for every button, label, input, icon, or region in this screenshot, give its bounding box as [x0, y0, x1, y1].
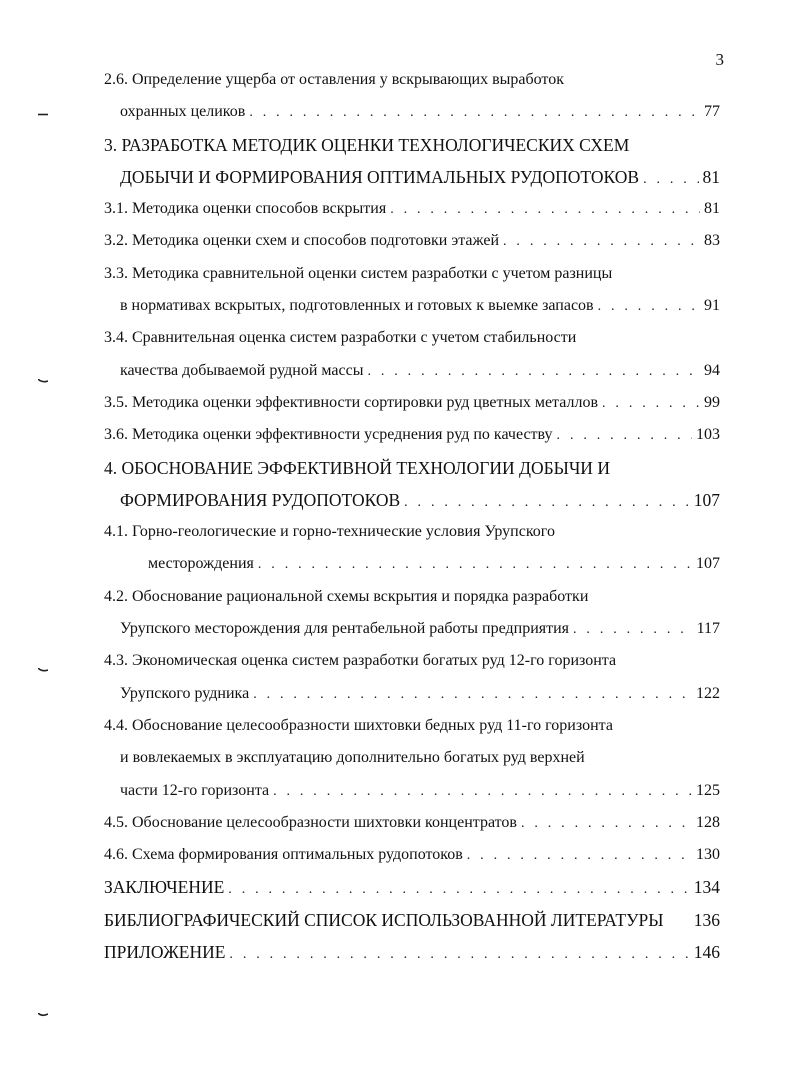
toc-entry-title-cont: ДОБЫЧИ И ФОРМИРОВАНИЯ ОПТИМАЛЬНЫХ РУДОПОТОКОВ — [120, 166, 640, 187]
toc-entry-4-4[interactable] — [104, 710, 720, 807]
toc-entry-title: 4.1. Горно-геологические и горно-технические условия Урупского — [104, 523, 555, 541]
dot-leader — [503, 226, 700, 257]
toc-entry-4-1[interactable] — [104, 516, 720, 581]
toc-entry-page: 125 — [696, 781, 720, 799]
dot-leader — [521, 808, 692, 839]
toc-entry-page: 122 — [696, 684, 720, 702]
dot-leader — [467, 840, 692, 871]
toc-entry-title-cont: ФОРМИРОВАНИЯ РУДОПОТОКОВ — [120, 489, 401, 510]
dot-leader — [367, 356, 700, 387]
toc-entry-title: 3.1. Методика оценки способов вскрытия — [104, 200, 387, 218]
toc-entry-conclusion[interactable] — [104, 871, 720, 903]
toc-entry-title: 3.4. Сравнительная оценка систем разработки с учетом стабильности — [104, 329, 577, 347]
dot-leader — [573, 614, 693, 645]
toc-entry-page: 103 — [696, 426, 720, 444]
toc-entry-title: 4.4. Обоснование целесообразности шихтовки бедных руд 11-го горизонта — [104, 716, 613, 734]
dot-leader — [273, 776, 692, 807]
toc-entry-page: 130 — [696, 846, 720, 864]
toc-entry-3-2[interactable] — [104, 225, 720, 257]
toc-entry-title: 2.6. Определение ущерба от оставления у вскрывающих выработок — [104, 71, 564, 88]
toc-entry-page: 134 — [693, 877, 720, 898]
toc-entry-title: ПРИЛОЖЕНИЕ — [104, 942, 226, 963]
toc-entry-page: 128 — [696, 813, 720, 831]
dot-leader — [598, 291, 700, 322]
dot-leader — [228, 874, 689, 903]
toc-entry-3-6[interactable] — [104, 419, 720, 451]
scan-mark — [38, 113, 48, 116]
toc-entry-page: 136 — [693, 909, 720, 930]
scan-mark — [38, 668, 48, 671]
toc-entry-page: 81 — [702, 166, 720, 187]
toc-entry-title-cont: Урупского месторождения для рентабельной работы предприятия — [120, 620, 570, 638]
dot-leader — [643, 164, 698, 193]
toc-entry-bibliography[interactable] — [104, 904, 720, 936]
dot-leader — [390, 194, 700, 225]
toc-entry-page: 83 — [704, 232, 720, 250]
toc-entry-title: БИБЛИОГРАФИЧЕСКИЙ СПИСОК ИСПОЛЬЗОВАННОЙ ЛИТЕРАТУРЫ — [104, 909, 664, 930]
toc-entry-title: ЗАКЛЮЧЕНИЕ — [104, 877, 225, 898]
toc-entry-appendix[interactable] — [104, 936, 720, 968]
toc-entry-3-4[interactable] — [104, 322, 720, 387]
toc-entry-title-cont: части 12-го горизонта — [120, 781, 270, 799]
toc-entry-page: 146 — [693, 942, 720, 963]
toc-entry-title: 4.2. Обоснование рациональной схемы вскрытия и порядка разработки — [104, 587, 589, 605]
toc-entry-page: 107 — [696, 555, 720, 573]
toc-entry-title: 3.2. Методика оценки схем и способов подготовки этажей — [104, 232, 500, 250]
toc-entry-title-cont: и вовлекаемых в эксплуатацию дополнительно богатых руд верхней — [120, 749, 585, 767]
toc-entry-page: 81 — [704, 200, 720, 218]
toc-entry-4[interactable] — [104, 452, 720, 517]
toc-entry-page: 99 — [704, 393, 720, 411]
toc-entry-title: 4.3. Экономическая оценка систем разработки богатых руд 12-го горизонта — [104, 652, 617, 670]
toc-entry-2-6[interactable] — [104, 64, 720, 129]
dot-leader — [602, 388, 700, 419]
toc-entry-title-cont: охранных целиков — [120, 103, 246, 121]
toc-entry-3-5[interactable] — [104, 387, 720, 419]
toc-entry-page: 107 — [693, 489, 720, 510]
toc-entry-4-3[interactable] — [104, 645, 720, 710]
toc-entry-3-1[interactable] — [104, 193, 720, 225]
toc-entry-title-cont: месторождения — [148, 555, 254, 573]
toc-entry-page: 94 — [704, 361, 720, 379]
scan-mark — [38, 1013, 48, 1016]
dot-leader — [229, 939, 689, 968]
toc-entry-page: 117 — [696, 620, 720, 638]
toc-entry-4-5[interactable] — [104, 807, 720, 839]
toc-entry-title-cont: Урупского рудника — [120, 684, 250, 702]
toc-entry-title: 3.6. Методика оценки эффективности усреднения руд по качеству — [104, 426, 553, 444]
toc-entry-title-cont: в нормативах вскрытых, подготовленных и готовых к выемке запасов — [120, 297, 594, 315]
table-of-contents — [104, 64, 720, 968]
dot-leader — [249, 97, 700, 128]
toc-entry-4-6[interactable] — [104, 839, 720, 871]
toc-entry-title: 4.6. Схема формирования оптимальных рудопотоков — [104, 846, 463, 864]
dot-leader — [404, 487, 690, 516]
page-number: 3 — [715, 50, 724, 69]
toc-entry-page: 77 — [704, 103, 720, 121]
toc-entry-3-3[interactable] — [104, 258, 720, 323]
dot-leader — [253, 679, 692, 710]
toc-entry-4-2[interactable] — [104, 581, 720, 646]
toc-entry-3[interactable] — [104, 129, 720, 194]
dot-leader — [258, 549, 692, 580]
toc-entry-title: 3.3. Методика сравнительной оценки систем разработки с учетом разницы — [104, 264, 613, 282]
toc-entry-title: 4.5. Обоснование целесообразности шихтовки концентратов — [104, 813, 517, 831]
toc-entry-page: 91 — [704, 297, 720, 315]
dot-leader — [557, 420, 692, 451]
toc-entry-title: 4. ОБОСНОВАНИЕ ЭФФЕКТИВНОЙ ТЕХНОЛОГИИ ДОБЫЧИ И — [104, 457, 610, 478]
toc-entry-title: 3.5. Методика оценки эффективности сортировки руд цветных металлов — [104, 393, 599, 411]
scan-mark — [38, 379, 48, 382]
toc-entry-title: 3. РАЗРАБОТКА МЕТОДИК ОЦЕНКИ ТЕХНОЛОГИЧЕСКИХ СХЕМ — [104, 134, 630, 155]
toc-entry-title-cont: качества добываемой рудной массы — [120, 361, 364, 379]
